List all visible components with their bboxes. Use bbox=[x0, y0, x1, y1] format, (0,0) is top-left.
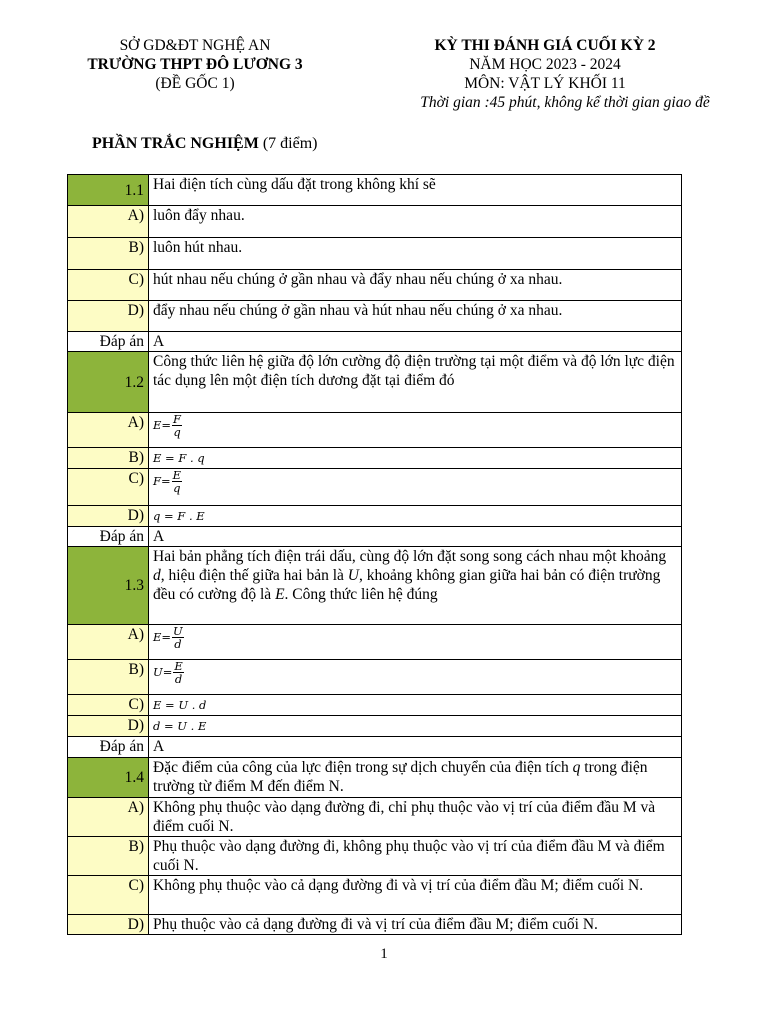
answer-row bbox=[68, 527, 682, 547]
formula-lhs: U bbox=[153, 665, 163, 680]
numerator: U bbox=[173, 624, 183, 638]
fraction bbox=[172, 413, 182, 438]
option-row bbox=[68, 716, 682, 737]
numerator: E bbox=[174, 659, 183, 673]
school-year: NĂM HỌC 2023 - 2024 bbox=[469, 56, 621, 73]
option-row bbox=[68, 206, 682, 238]
formula: E = U . d bbox=[153, 698, 207, 712]
formula-lhs: E bbox=[153, 630, 162, 645]
option-row bbox=[68, 695, 682, 716]
option-label: A) bbox=[68, 798, 149, 837]
denominator: d bbox=[174, 637, 182, 651]
option-row bbox=[68, 660, 682, 695]
option-row bbox=[68, 837, 682, 876]
option-label: A) bbox=[68, 625, 149, 660]
option-row bbox=[68, 301, 682, 332]
answer-label: Đáp án bbox=[68, 737, 149, 758]
formula-cell: E= $\frac{U}{d}$ bbox=[149, 625, 682, 660]
var-q: q bbox=[572, 759, 581, 776]
formula: E = F . q bbox=[153, 451, 205, 465]
formula-lhs: F bbox=[153, 474, 161, 489]
option-label: C) bbox=[68, 876, 149, 915]
question-row bbox=[68, 352, 682, 413]
formula-cell: F= $\frac{E}{q}$ bbox=[149, 469, 682, 506]
exam-header bbox=[350, 36, 740, 112]
numerator: E bbox=[172, 468, 182, 482]
option-text: luôn đẩy nhau. bbox=[149, 206, 682, 238]
section-points: (7 điểm) bbox=[262, 135, 318, 152]
denominator: q bbox=[173, 425, 181, 439]
formula: q = F . E bbox=[153, 509, 205, 523]
answer-value: A bbox=[149, 737, 682, 758]
page-number: 1 bbox=[380, 946, 388, 962]
formula-cell bbox=[149, 506, 682, 527]
question-text: Công thức liên hệ giữa độ lớn cường độ điện trường tại một điểm và độ lớn lực điện tác dụng lên một điện tích dương đặt tại điểm đó bbox=[149, 352, 682, 413]
option-text: Phụ thuộc vào cả dạng đường đi và vị trí của điểm đầu M; điểm cuối N. bbox=[149, 915, 682, 935]
numerator: F bbox=[173, 412, 182, 426]
question-text: Hai điện tích cùng dấu đặt trong không khí sẽ bbox=[149, 175, 682, 206]
formula-lhs: E bbox=[153, 418, 162, 433]
section-title: PHẦN TRẮC NGHIỆM bbox=[92, 135, 259, 152]
question-number: 1.2 bbox=[68, 352, 149, 413]
question-row bbox=[68, 547, 682, 625]
denominator: d bbox=[174, 672, 183, 686]
formula-cell bbox=[149, 695, 682, 716]
answer-row bbox=[68, 332, 682, 352]
formula-cell bbox=[149, 716, 682, 737]
question-row bbox=[68, 175, 682, 206]
question-number: 1.3 bbox=[68, 547, 149, 625]
formula-cell bbox=[149, 448, 682, 469]
option-row bbox=[68, 915, 682, 935]
answer-value: A bbox=[149, 332, 682, 352]
formula-cell: E= $\frac{F}{q}$ bbox=[149, 413, 682, 448]
option-label: B) bbox=[68, 448, 149, 469]
option-row bbox=[68, 876, 682, 915]
answer-value: A bbox=[149, 527, 682, 547]
department-name: SỞ GD&ĐT NGHỆ AN bbox=[119, 37, 271, 54]
option-label: D) bbox=[68, 506, 149, 527]
question-number: 1.4 bbox=[68, 758, 149, 798]
option-row bbox=[68, 469, 682, 506]
fraction bbox=[172, 625, 184, 650]
answer-label: Đáp án bbox=[68, 332, 149, 352]
fraction bbox=[173, 660, 183, 685]
option-row bbox=[68, 625, 682, 660]
var-d: d bbox=[153, 567, 161, 584]
exam-code: (ĐỀ GỐC 1) bbox=[155, 75, 235, 92]
option-label: C) bbox=[68, 695, 149, 716]
fraction bbox=[172, 469, 182, 494]
option-row bbox=[68, 506, 682, 527]
exam-title: KỲ THI ĐÁNH GIÁ CUỐI KỲ 2 bbox=[434, 37, 656, 54]
option-label: D) bbox=[68, 915, 149, 935]
school-header bbox=[60, 36, 330, 93]
answer-row bbox=[68, 737, 682, 758]
option-label: A) bbox=[68, 413, 149, 448]
option-row bbox=[68, 798, 682, 837]
answer-label: Đáp án bbox=[68, 527, 149, 547]
question-text: Hai bản phẳng tích điện trái dấu, cùng độ lớn đặt song song cách nhau một khoảng d, hiệu điện thế giữa hai bản là U, khoảng không gian giữa hai bản có điện trường đều có cường độ là E. Công thức liên hệ đúng bbox=[149, 547, 682, 625]
option-label: D) bbox=[68, 301, 149, 332]
option-text: hút nhau nếu chúng ở gần nhau và đẩy nhau nếu chúng ở xa nhau. bbox=[149, 270, 682, 301]
option-label: D) bbox=[68, 716, 149, 737]
option-row bbox=[68, 238, 682, 270]
option-text: luôn hút nhau. bbox=[149, 238, 682, 270]
option-label: B) bbox=[68, 660, 149, 695]
subject: MÔN: VẬT LÝ KHỐI 11 bbox=[464, 75, 626, 92]
question-number: 1.1 bbox=[68, 175, 149, 206]
option-label: B) bbox=[68, 837, 149, 876]
question-table bbox=[67, 174, 682, 935]
option-label: A) bbox=[68, 206, 149, 238]
denominator: q bbox=[173, 481, 181, 495]
option-label: B) bbox=[68, 238, 149, 270]
formula: d = U . E bbox=[153, 719, 207, 733]
option-row bbox=[68, 448, 682, 469]
time-note: Thời gian :45 phút, không kể thời gian giao đề bbox=[420, 94, 710, 111]
option-row bbox=[68, 413, 682, 448]
section-heading bbox=[92, 135, 317, 153]
option-row bbox=[68, 270, 682, 301]
formula-cell: U= $\frac{E}{d}$ bbox=[149, 660, 682, 695]
option-text: Không phụ thuộc vào dạng đường đi, chỉ phụ thuộc vào vị trí của điểm đầu M và điểm cuối N. bbox=[149, 798, 682, 837]
option-text: Không phụ thuộc vào cả dạng đường đi và vị trí của điểm đầu M; điểm cuối N. bbox=[149, 876, 682, 915]
question-text: Đặc điểm của công của lực điện trong sự dịch chuyển của điện tích q trong điện trường từ điểm M đến điểm N. bbox=[149, 758, 682, 798]
var-u: U bbox=[347, 567, 359, 584]
option-text: đẩy nhau nếu chúng ở gần nhau và hút nhau nếu chúng ở xa nhau. bbox=[149, 301, 682, 332]
option-text: Phụ thuộc vào dạng đường đi, không phụ thuộc vào vị trí của điểm đầu M và điểm cuối N. bbox=[149, 837, 682, 876]
question-row bbox=[68, 758, 682, 798]
option-label: C) bbox=[68, 469, 149, 506]
option-label: C) bbox=[68, 270, 149, 301]
school-name: TRƯỜNG THPT ĐÔ LƯƠNG 3 bbox=[87, 56, 303, 73]
var-e: E bbox=[275, 586, 285, 603]
